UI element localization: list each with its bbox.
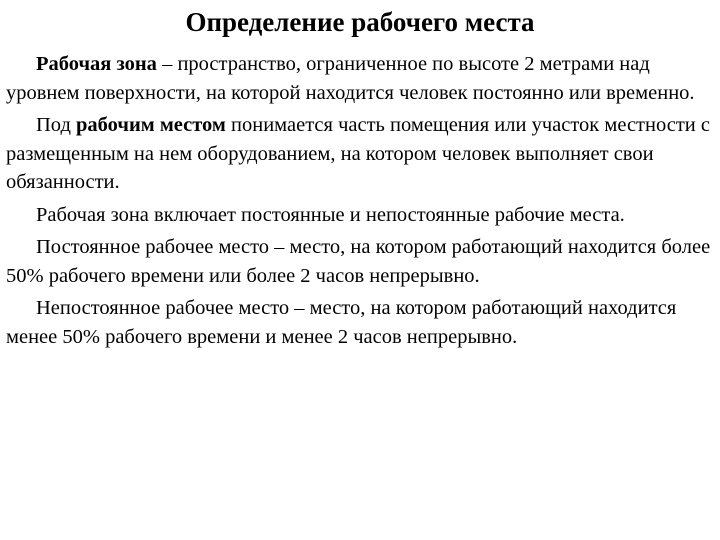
term-workplace: рабочим местом xyxy=(76,114,226,136)
term-working-zone: Рабочая зона xyxy=(36,53,157,75)
paragraph-working-zone xyxy=(6,50,718,111)
paragraph-permanent-workplace xyxy=(6,233,718,294)
paragraph-text: Постоянное рабочее место – место, на котором работающий находится более 50% рабочего времени или более 2 часов непрерывно. xyxy=(6,236,711,287)
paragraph-text: Рабочая зона включает постоянные и непостоянные рабочие места. xyxy=(36,203,625,226)
paragraph-text: Непостоянное рабочее место – место, на котором работающий находится менее 50% рабочего времени и менее 2 часов непрерывно. xyxy=(6,297,677,348)
paragraph-temporary-workplace xyxy=(6,294,718,355)
definition-working-zone: – пространство, ограниченное по высоте 2 метрами над уровнем поверхности, на которой находится человек постоянно или временно. xyxy=(6,53,695,104)
definition-workplace: понимается часть помещения или участок местности с размещенным на нем оборудованием, на котором человек выполняет свои обязанности. xyxy=(6,114,710,193)
page-title: Определение рабочего места xyxy=(185,7,535,37)
paragraph-prefix: Под xyxy=(36,114,77,136)
paragraph-zone-includes xyxy=(6,201,718,234)
paragraph-workplace xyxy=(6,111,718,201)
slide-body xyxy=(6,50,718,355)
